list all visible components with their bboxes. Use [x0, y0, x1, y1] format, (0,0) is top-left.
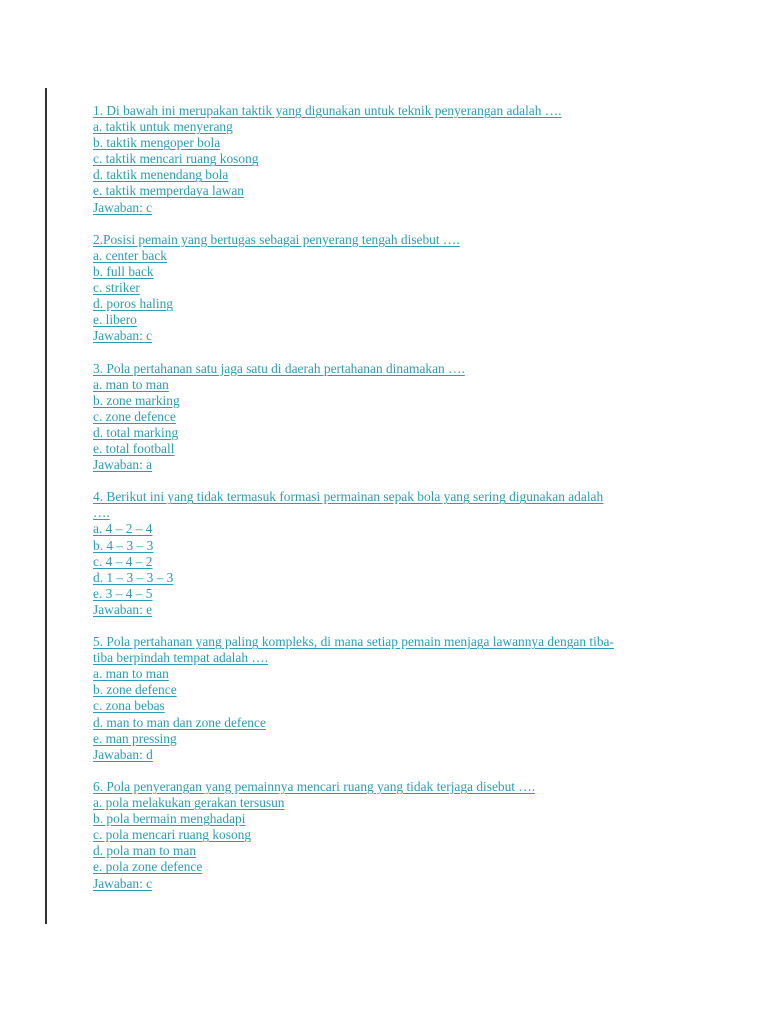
question-block-6	[93, 779, 683, 892]
option-link[interactable]: b. 4 – 3 – 3	[93, 537, 154, 553]
question-link[interactable]: 5. Pola pertahanan yang paling kompleks, di mana setiap pemain menjaga lawannya dengan tiba-	[93, 634, 614, 650]
option-e	[93, 441, 683, 457]
option-e	[93, 731, 683, 747]
option-link[interactable]: b. pola bermain menghadapi	[93, 811, 246, 827]
option-link[interactable]: e. libero	[93, 312, 137, 328]
question-text-continued	[93, 650, 683, 666]
option-link[interactable]: d. man to man dan zone defence	[93, 714, 266, 730]
option-link[interactable]: a. center back	[93, 247, 167, 263]
answer-line	[93, 602, 683, 618]
question-text	[93, 779, 683, 795]
option-b	[93, 264, 683, 280]
option-c	[93, 280, 683, 296]
option-link[interactable]: b. full back	[93, 263, 154, 279]
answer-link[interactable]: Jawaban: c	[93, 875, 153, 891]
question-link[interactable]: ….	[93, 505, 110, 521]
option-link[interactable]: a. 4 – 2 – 4	[93, 521, 153, 537]
option-link[interactable]: e. total football	[93, 440, 175, 456]
left-margin-rule	[45, 88, 47, 924]
option-link[interactable]: e. 3 – 4 – 5	[93, 585, 153, 601]
option-link[interactable]: c. taktik mencari ruang kosong	[93, 151, 259, 167]
option-link[interactable]: e. pola zone defence	[93, 859, 203, 875]
question-link[interactable]: 2.Posisi pemain yang bertugas sebagai penyerang tengah disebut ….	[93, 231, 460, 247]
answer-link[interactable]: Jawaban: c	[93, 328, 153, 344]
answer-line	[93, 328, 683, 344]
question-block-1	[93, 103, 683, 216]
option-link[interactable]: a. taktik untuk menyerang	[93, 119, 233, 135]
quiz-content	[93, 103, 683, 908]
question-text-continued	[93, 505, 683, 521]
option-link[interactable]: d. 1 – 3 – 3 – 3	[93, 569, 174, 585]
option-link[interactable]: c. zone defence	[93, 408, 176, 424]
question-block-2	[93, 232, 683, 345]
option-link[interactable]: c. 4 – 4 – 2	[93, 553, 153, 569]
option-link[interactable]: d. poros haling	[93, 296, 173, 312]
option-c	[93, 698, 683, 714]
option-d	[93, 167, 683, 183]
option-link[interactable]: d. pola man to man	[93, 843, 197, 859]
option-e	[93, 312, 683, 328]
option-e	[93, 586, 683, 602]
option-link[interactable]: d. total marking	[93, 424, 179, 440]
question-link[interactable]: 1. Di bawah ini merupakan taktik yang digunakan untuk teknik penyerangan adalah ….	[93, 103, 562, 118]
option-a	[93, 795, 683, 811]
option-a	[93, 248, 683, 264]
question-link[interactable]: 3. Pola pertahanan satu jaga satu di daerah pertahanan dinamakan ….	[93, 360, 465, 376]
option-a	[93, 666, 683, 682]
question-text	[93, 634, 683, 650]
option-link[interactable]: c. zona bebas	[93, 698, 165, 714]
question-link[interactable]: 6. Pola penyerangan yang pemainnya mencari ruang yang tidak terjaga disebut ….	[93, 778, 536, 794]
question-block-4	[93, 489, 683, 618]
question-text	[93, 489, 683, 505]
option-c	[93, 151, 683, 167]
option-d	[93, 715, 683, 731]
option-a	[93, 119, 683, 135]
option-link[interactable]: b. zone marking	[93, 392, 180, 408]
option-b	[93, 811, 683, 827]
answer-line	[93, 200, 683, 216]
option-link[interactable]: a. man to man	[93, 376, 169, 392]
option-link[interactable]: b. zone defence	[93, 682, 177, 698]
question-text	[93, 232, 683, 248]
option-link[interactable]: e. man pressing	[93, 730, 177, 746]
question-block-3	[93, 361, 683, 474]
answer-line	[93, 876, 683, 892]
option-link[interactable]: a. man to man	[93, 666, 169, 682]
question-text	[93, 361, 683, 377]
option-d	[93, 570, 683, 586]
answer-link[interactable]: Jawaban: a	[93, 457, 153, 473]
option-e	[93, 183, 683, 199]
option-b	[93, 135, 683, 151]
option-link[interactable]: b. taktik mengoper bola	[93, 135, 221, 151]
question-block-5	[93, 634, 683, 763]
option-link[interactable]: c. pola mencari ruang kosong	[93, 827, 252, 843]
option-b	[93, 393, 683, 409]
option-b	[93, 538, 683, 554]
answer-link[interactable]: Jawaban: c	[93, 199, 153, 215]
option-c	[93, 409, 683, 425]
option-d	[93, 843, 683, 859]
option-a	[93, 377, 683, 393]
option-d	[93, 296, 683, 312]
answer-line	[93, 747, 683, 763]
question-text	[93, 103, 683, 119]
option-a	[93, 521, 683, 537]
question-link[interactable]: tiba berpindah tempat adalah ….	[93, 650, 269, 666]
option-e	[93, 859, 683, 875]
option-link[interactable]: e. taktik memperdaya lawan	[93, 183, 244, 199]
option-d	[93, 425, 683, 441]
option-c	[93, 554, 683, 570]
option-link[interactable]: a. pola melakukan gerakan tersusun	[93, 795, 285, 811]
option-link[interactable]: c. striker	[93, 280, 140, 296]
question-link[interactable]: 4. Berikut ini yang tidak termasuk formasi permainan sepak bola yang sering digunakan adalah	[93, 489, 604, 505]
answer-link[interactable]: Jawaban: e	[93, 601, 153, 617]
option-c	[93, 827, 683, 843]
answer-link[interactable]: Jawaban: d	[93, 746, 153, 762]
option-link[interactable]: d. taktik menendang bola	[93, 167, 229, 183]
option-b	[93, 682, 683, 698]
answer-line	[93, 457, 683, 473]
